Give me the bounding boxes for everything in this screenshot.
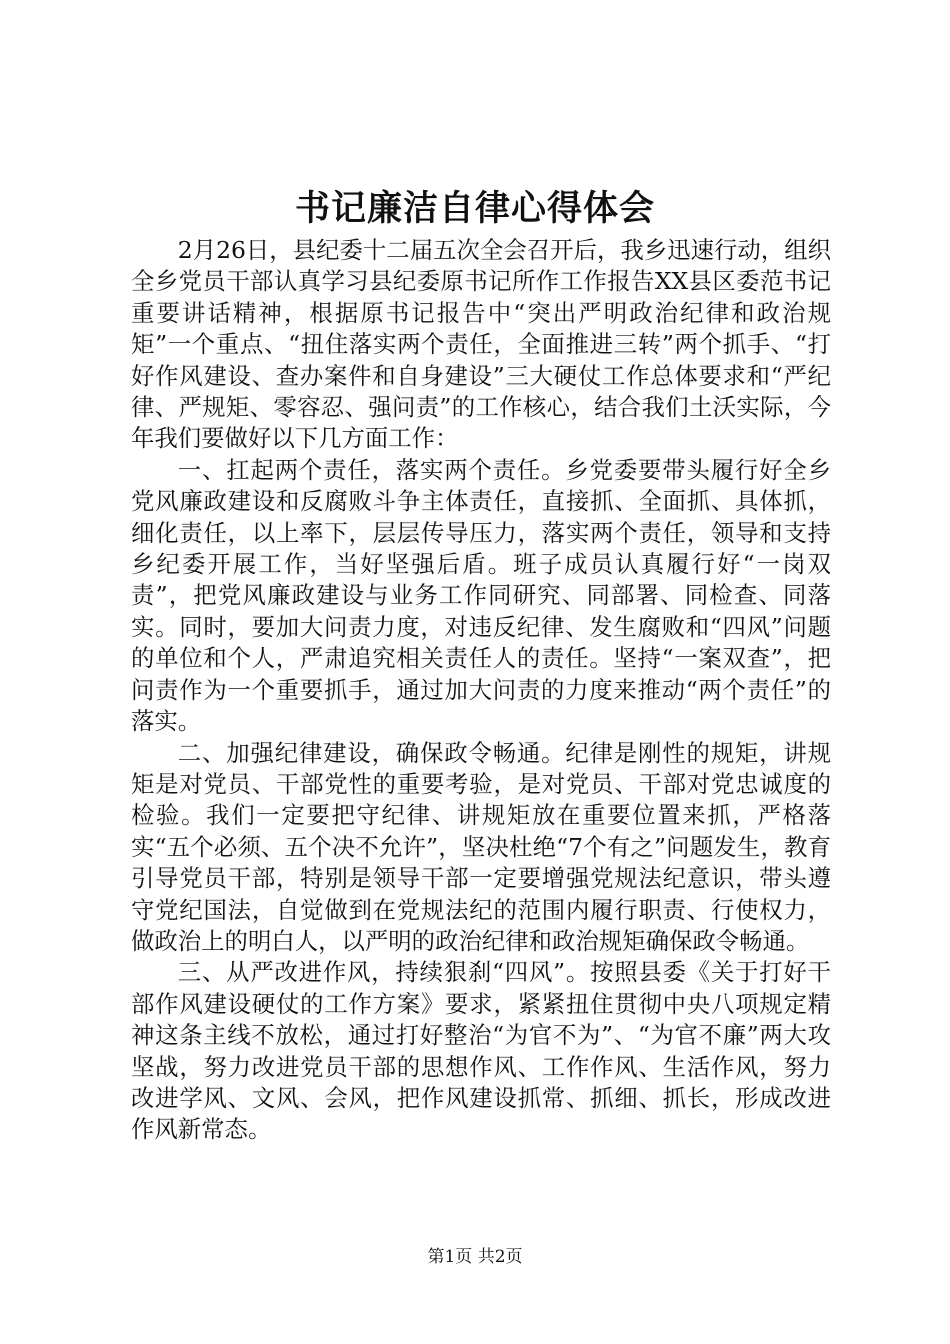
paragraph-section-3: 三、从严改进作风，持续狠刹“四风”。按照县委《关于打好干部作风建设硬仗的工作方案》要求，紧紧扭住贯彻中央八项规定精神这条主线不放松，通过打好整治“为官不为”、“为官不廉”两大攻坚战，努力改进党员干部的思想作风、工作作风、生活作风，努力改进学风、文风、会风，把作风建设抓常、抓细、抓长，形成改进作风新常态。 — [131, 958, 831, 1144]
page-number-footer: 第1页 共2页 — [427, 1247, 523, 1267]
document-body — [131, 235, 831, 1146]
paragraph-section-1: 一、扛起两个责任，落实两个责任。乡党委要带头履行好全乡党风廉政建设和反腐败斗争主体责任，直接抓、全面抓、具体抓，细化责任，以上率下，层层传导压力，落实两个责任，领导和支持乡纪委开展工作，当好坚强后盾。班子成员认真履行好“一岗双责”，把党风廉政建设与业务工作同研究、同部署、同检查、同落实。同时，要加大问责力度，对违反纪律、发生腐败和“四风”问题的单位和个人，严肃追究相关责任人的责任。坚持“一案双查”，把问责作为一个重要抓手，通过加大问责的力度来推动“两个责任”的落实。 — [131, 455, 831, 736]
paragraph-intro: 2月26日，县纪委十二届五次全会召开后，我乡迅速行动，组织全乡党员干部认真学习县纪委原书记所作工作报告XX县区委范书记重要讲话精神，根据原书记报告中“突出严明政治纪律和政治规矩”一个重点、“扭住落实两个责任，全面推进三转”两个抓手、“打好作风建设、查办案件和自身建设”三大硬仗工作总体要求和“严纪律、严规矩、零容忍、强问责”的工作核心，结合我们土沃实际，今年我们要做好以下几方面工作： — [131, 236, 831, 453]
paragraph-section-2: 二、加强纪律建设，确保政令畅通。纪律是刚性的规矩，讲规矩是对党员、干部党性的重要考验，是对党员、干部对党忠诚度的检验。我们一定要把守纪律、讲规矩放在重要位置来抓，严格落实“五个必须、五个决不允许”，坚决杜绝“7个有之”问题发生，教育引导党员干部，特别是领导干部一定要增强党规法纪意识，带头遵守党纪国法，自觉做到在党规法纪的范围内履行职责、行使权力，做政治上的明白人，以严明的政治纪律和政治规矩确保政令畅通。 — [131, 738, 831, 955]
document-title: 书记廉洁自律心得体会 — [294, 188, 655, 229]
